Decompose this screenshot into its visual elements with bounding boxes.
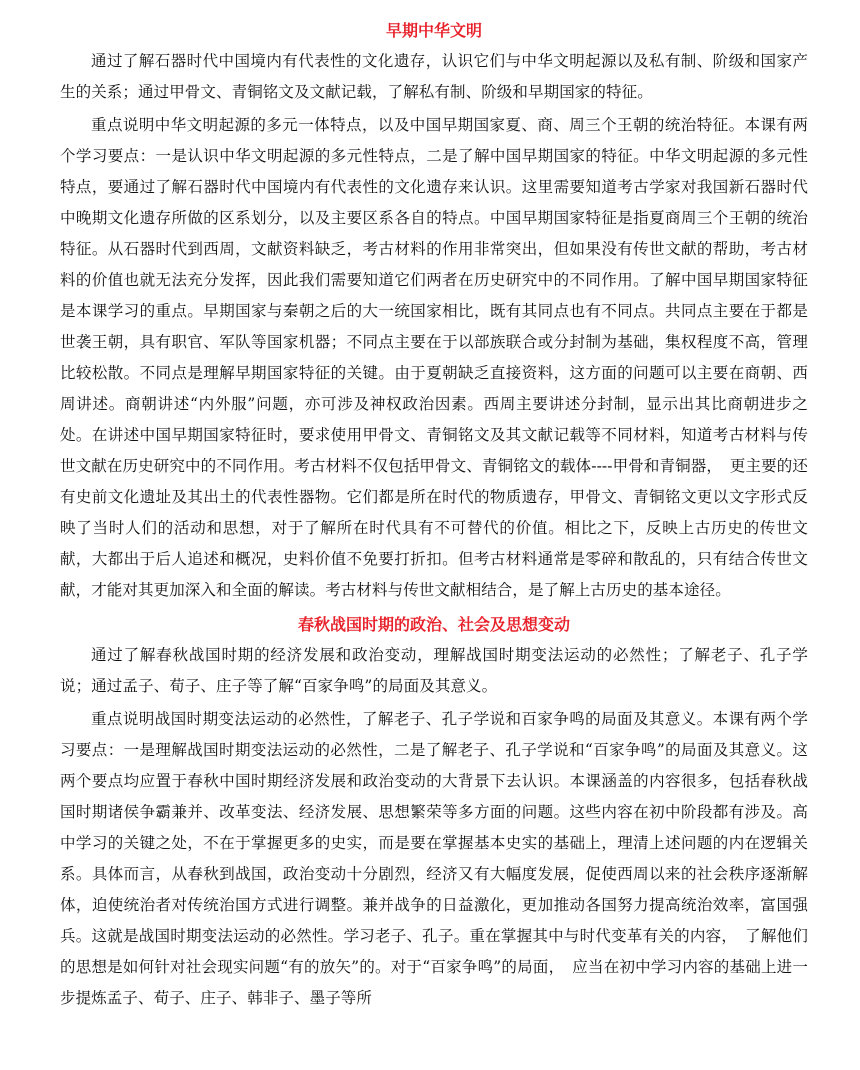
section-title-spring-autumn-warring-states: 春秋战国时期的政治、社会及思想变动 — [297, 615, 570, 634]
paragraph-body-spring-autumn: 重点说明战国时期变法运动的必然性，了解老子、孔子学说和百家争鸣的局面及其意义。本课有两个学习要点：一是理解战国时期变法运动的必然性，二是了解老子、孔子学说和“百家争鸣”的局面及其意义。这两个要点均应置于春秋中国时期经济发展和政治变动的大背景下去认识。本课涵盖的内容很多，包括春秋战国时期诸侯争霸兼并、改革变法、经济发展、思想繁荣等多方面的问题。这些内容在初中阶段都有涉及。高中学习的关键之处，不在于掌握更多的史实，而是要在掌握基本史实的基础上，理清上述问题的内在逻辑关系。具体而言，从春秋到战国，政治变动十分剧烈，经济又有大幅度发展，促使西周以来的社会秩序逐渐解体，迫使统治者对传统治国方式进行调整。兼并战争的日益激化，更加推动各国努力提高统治效率，富国强兵。这就是战国时期变法运动的必然性。学习老子、孔子。重在掌握其中与时代变革有关的内容， 了解他们的思想是如何针对社会现实问题“有的放矢”的。对于“百家争鸣”的局面， 应当在初中学习内容的基础上进一步提炼孟子、荀子、庄子、韩非子、墨子等所 — [60, 710, 808, 1007]
paragraph-body-early-civilization: 重点说明中华文明起源的多元一体特点，以及中国早期国家夏、商、周三个王朝的统治特征。本课有两个学习要点：一是认识中华文明起源的多元性特点，二是了解中国早期国家的特征。中华文明起源的多元性特点，要通过了解石器时代中国境内有代表性的文化遗存来认识。这里需要知道考古学家对我国新石器时代中晚期文化遗存所做的区系划分，以及主要区系各自的特点。中国早期国家特征是指夏商周三个王朝的统治特征。从石器时代到西周，文献资料缺乏，考古材料的作用非常突出，但如果没有传世文献的帮助，考古材料的价值也就无法充分发挥，因此我们需要知道它们两者在历史研究中的不同作用。了解中国早期国家特征是本课学习的重点。早期国家与秦朝之后的大一统国家相比，既有其同点也有不同点。共同点主要在于都是世袭王朝，具有职官、军队等国家机器；不同点主要在于以部族联合或分封制为基础，集权程度不高，管理比较松散。不同点是理解早期国家特征的关键。由于夏朝缺乏直接资料，这方面的问题可以主要在商朝、西周讲述。商朝讲述“内外服”问题，亦可涉及神权政治因素。西周主要讲述分封制，显示出其比商朝进步之处。在讲述中国早期国家特征时，要求使用甲骨文、青铜铭文及其文献记载等不同材料，知道考古材料与传世文献在历史研究中的不同作用。考古材料不仅包括甲骨文、青铜铭文的载体----甲骨和青铜器， 更主要的还有史前文化遗址及其出土的代表性器物。它们都是所在时代的物质遗存，甲骨文、青铜铭文更以文字形式反映了当时人们的活动和思想，对于了解所在时代具有不可替代的价值。相比之下，反映上古历史的传世文献，大都出于后人追述和概况，史料价值不免要打折扣。但考古材料通常是零碎和散乱的，只有结合传世文献，才能对其更加深入和全面的解读。考古材料与传世文献相结合，是了解上古历史的基本途径。 — [60, 116, 808, 599]
paragraph-intro-spring-autumn: 通过了解春秋战国时期的经济发展和政治变动，理解战国时期变法运动的必然性；了解老子、孔子学说；通过孟子、荀子、庄子等了解“百家争鸣”的局面及其意义。 — [60, 646, 808, 695]
paragraph-intro-early-civilization: 通过了解石器时代中国境内有代表性的文化遗存，认识它们与中华文明起源以及私有制、阶级和国家产生的关系；通过甲骨文、青铜铭文及文献记载，了解私有制、阶级和早期国家的特征。 — [60, 52, 808, 101]
section-title-early-civilization: 早期中华文明 — [385, 21, 482, 40]
